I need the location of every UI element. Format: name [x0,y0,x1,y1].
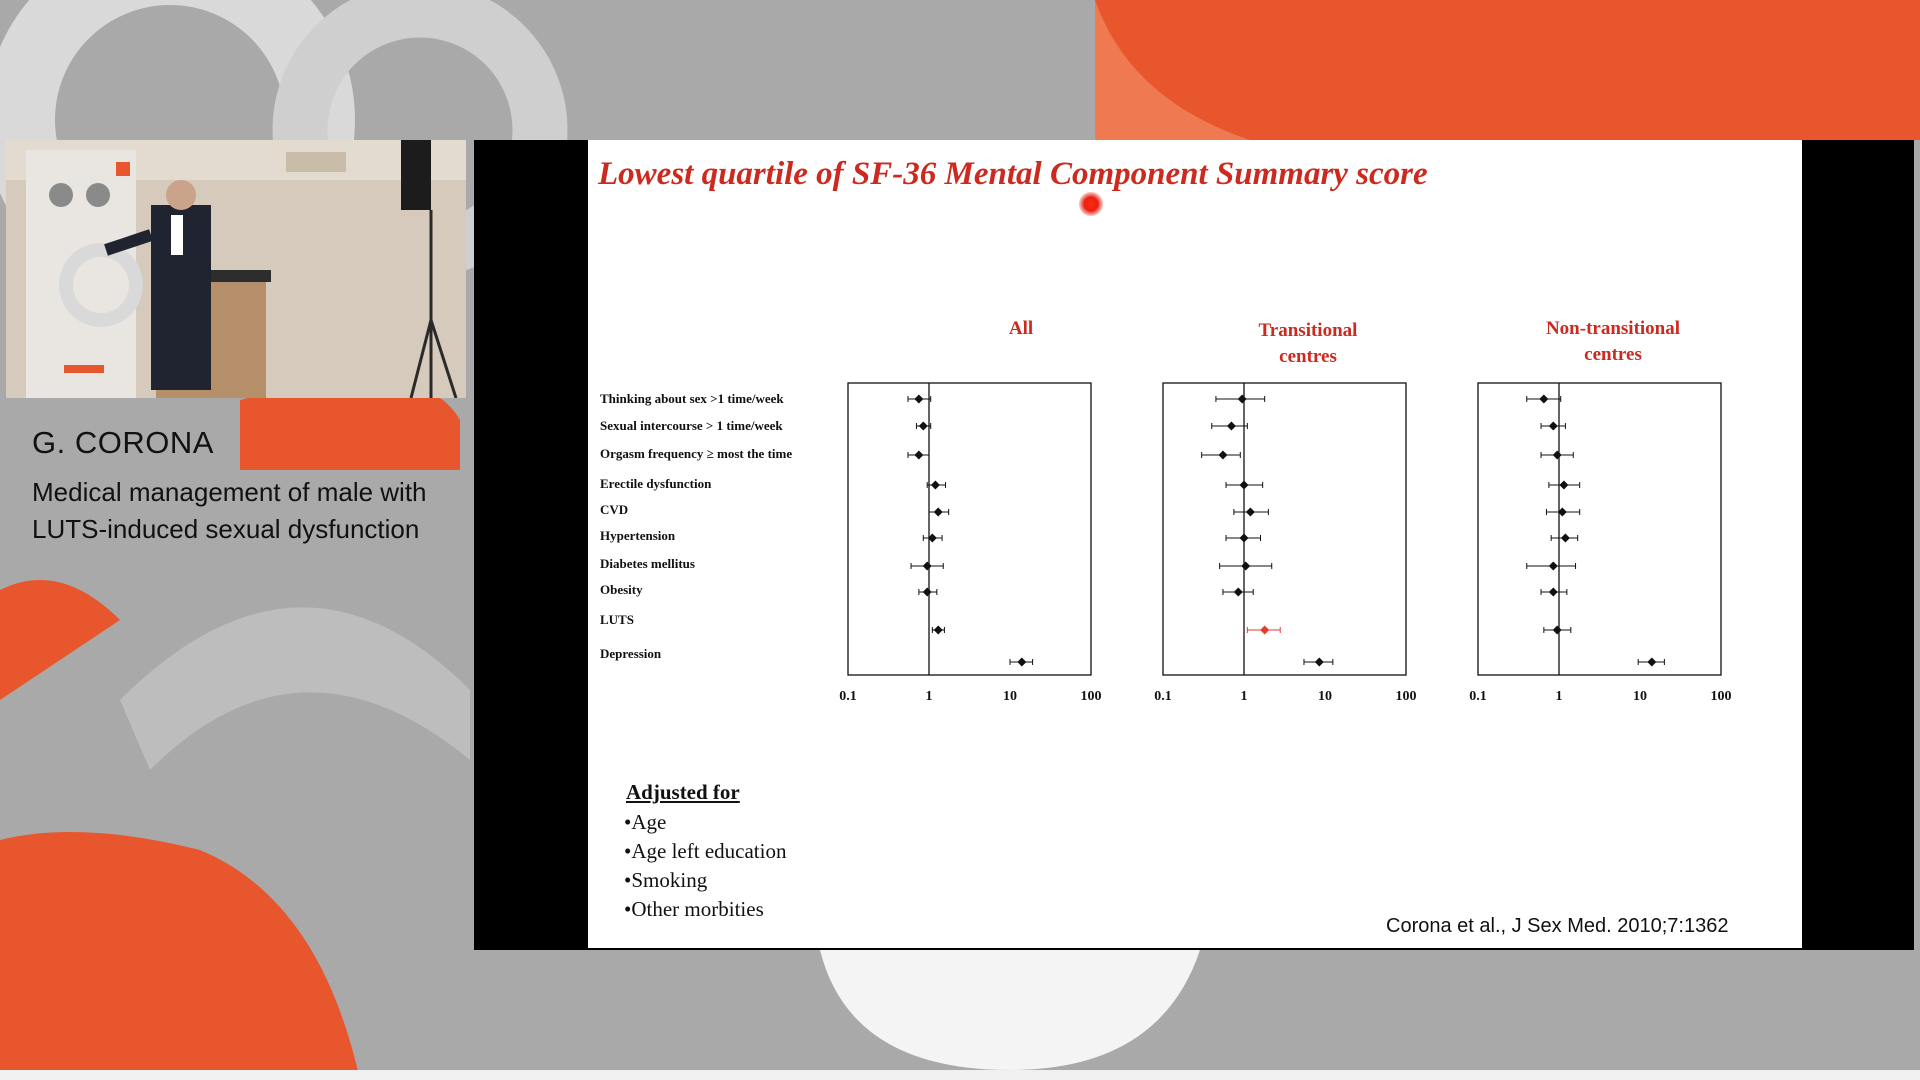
odds-ratio-marker [1553,626,1562,635]
adjusted-for-list [624,808,786,924]
row-label-diabetes: Diabetes mellitus [600,556,695,571]
odds-ratio-marker [1549,422,1558,431]
odds-ratio-marker [1240,534,1249,543]
odds-ratio-marker [1561,534,1570,543]
panel-title-transitional: Transitional centres [1258,320,1358,367]
adjusted-item: • Age [624,808,786,837]
row-label-orgasm-frequency: Orgasm frequency ≥ most the time [600,446,793,461]
adjusted-item: • Other morbities [624,895,786,924]
adjusted-item: • Age left education [624,837,786,866]
x-tick-label: 100 [1080,689,1102,704]
odds-ratio-marker [1240,481,1249,490]
x-tick-label: 1 [1240,689,1248,704]
row-label-cvd: CVD [600,502,629,517]
row-label-obesity: Obesity [600,582,643,597]
row-label-depression: Depression [600,646,662,661]
x-tick-label: 1 [1555,689,1563,704]
x-tick-label: 10 [1318,689,1332,704]
odds-ratio-marker [1234,588,1243,597]
x-tick-label: 0.1 [839,689,857,704]
speaker-video-scene [6,140,466,398]
x-tick-label: 10 [1003,689,1017,704]
odds-ratio-marker [1260,626,1269,635]
odds-ratio-marker [1227,422,1236,431]
panel-title-non-transitional: Non-transitional centres [1545,318,1681,365]
forest-panel-frame [1163,383,1406,675]
row-label-erectile-dysfunction: Erectile dysfunction [600,476,712,491]
panel-title-all: All [1008,318,1034,339]
odds-ratio-marker [1218,451,1227,460]
row-label-hypertension: Hypertension [600,528,676,543]
speaker-name: G. CORONA [32,425,214,460]
odds-ratio-marker [1549,588,1558,597]
odds-ratio-marker [1539,395,1548,404]
row-label-thinking-about-sex: Thinking about sex >1 time/week [600,391,784,406]
odds-ratio-marker [931,481,940,490]
odds-ratio-marker [1647,658,1656,667]
x-tick-label: 1 [925,689,933,704]
odds-ratio-marker [1238,395,1247,404]
forest-panel-frame [1478,383,1721,675]
forest-panel-frame [848,383,1091,675]
odds-ratio-marker [1315,658,1324,667]
x-tick-label: 100 [1710,689,1732,704]
citation: Corona et al., J Sex Med. 2010;7:1362 [1386,915,1729,937]
odds-ratio-marker [914,395,923,404]
odds-ratio-marker [923,588,932,597]
bottom-strip [0,1070,1920,1080]
odds-ratio-marker [1246,508,1255,517]
odds-ratio-marker [914,451,923,460]
odds-ratio-marker [1559,481,1568,490]
x-tick-label: 0.1 [1469,689,1487,704]
slide-title: Lowest quartile of SF-36 Mental Component Summary score [598,156,1428,192]
presentation-slide [588,140,1802,948]
odds-ratio-marker [1553,451,1562,460]
loudspeaker [401,140,431,210]
adjusted-for-heading: Adjusted for [626,780,740,804]
x-tick-label: 0.1 [1154,689,1172,704]
odds-ratio-marker [934,508,943,517]
odds-ratio-marker [923,562,932,571]
x-tick-label: 10 [1633,689,1647,704]
talk-title: Medical management of male with LUTS-induced sexual dysfunction [32,477,427,544]
odds-ratio-marker [1017,658,1026,667]
rollup-banner [26,150,136,398]
speaker-video [6,140,466,398]
odds-ratio-marker [1549,562,1558,571]
odds-ratio-marker [919,422,928,431]
orange-corner-shape [1095,0,1920,140]
odds-ratio-marker [934,626,943,635]
row-label-sexual-intercourse: Sexual intercourse > 1 time/week [600,418,783,433]
adjusted-item: • Smoking [624,866,786,895]
x-tick-label: 100 [1395,689,1417,704]
slide-frame [474,140,1914,950]
odds-ratio-marker [1241,562,1250,571]
row-label-luts: LUTS [600,612,634,627]
